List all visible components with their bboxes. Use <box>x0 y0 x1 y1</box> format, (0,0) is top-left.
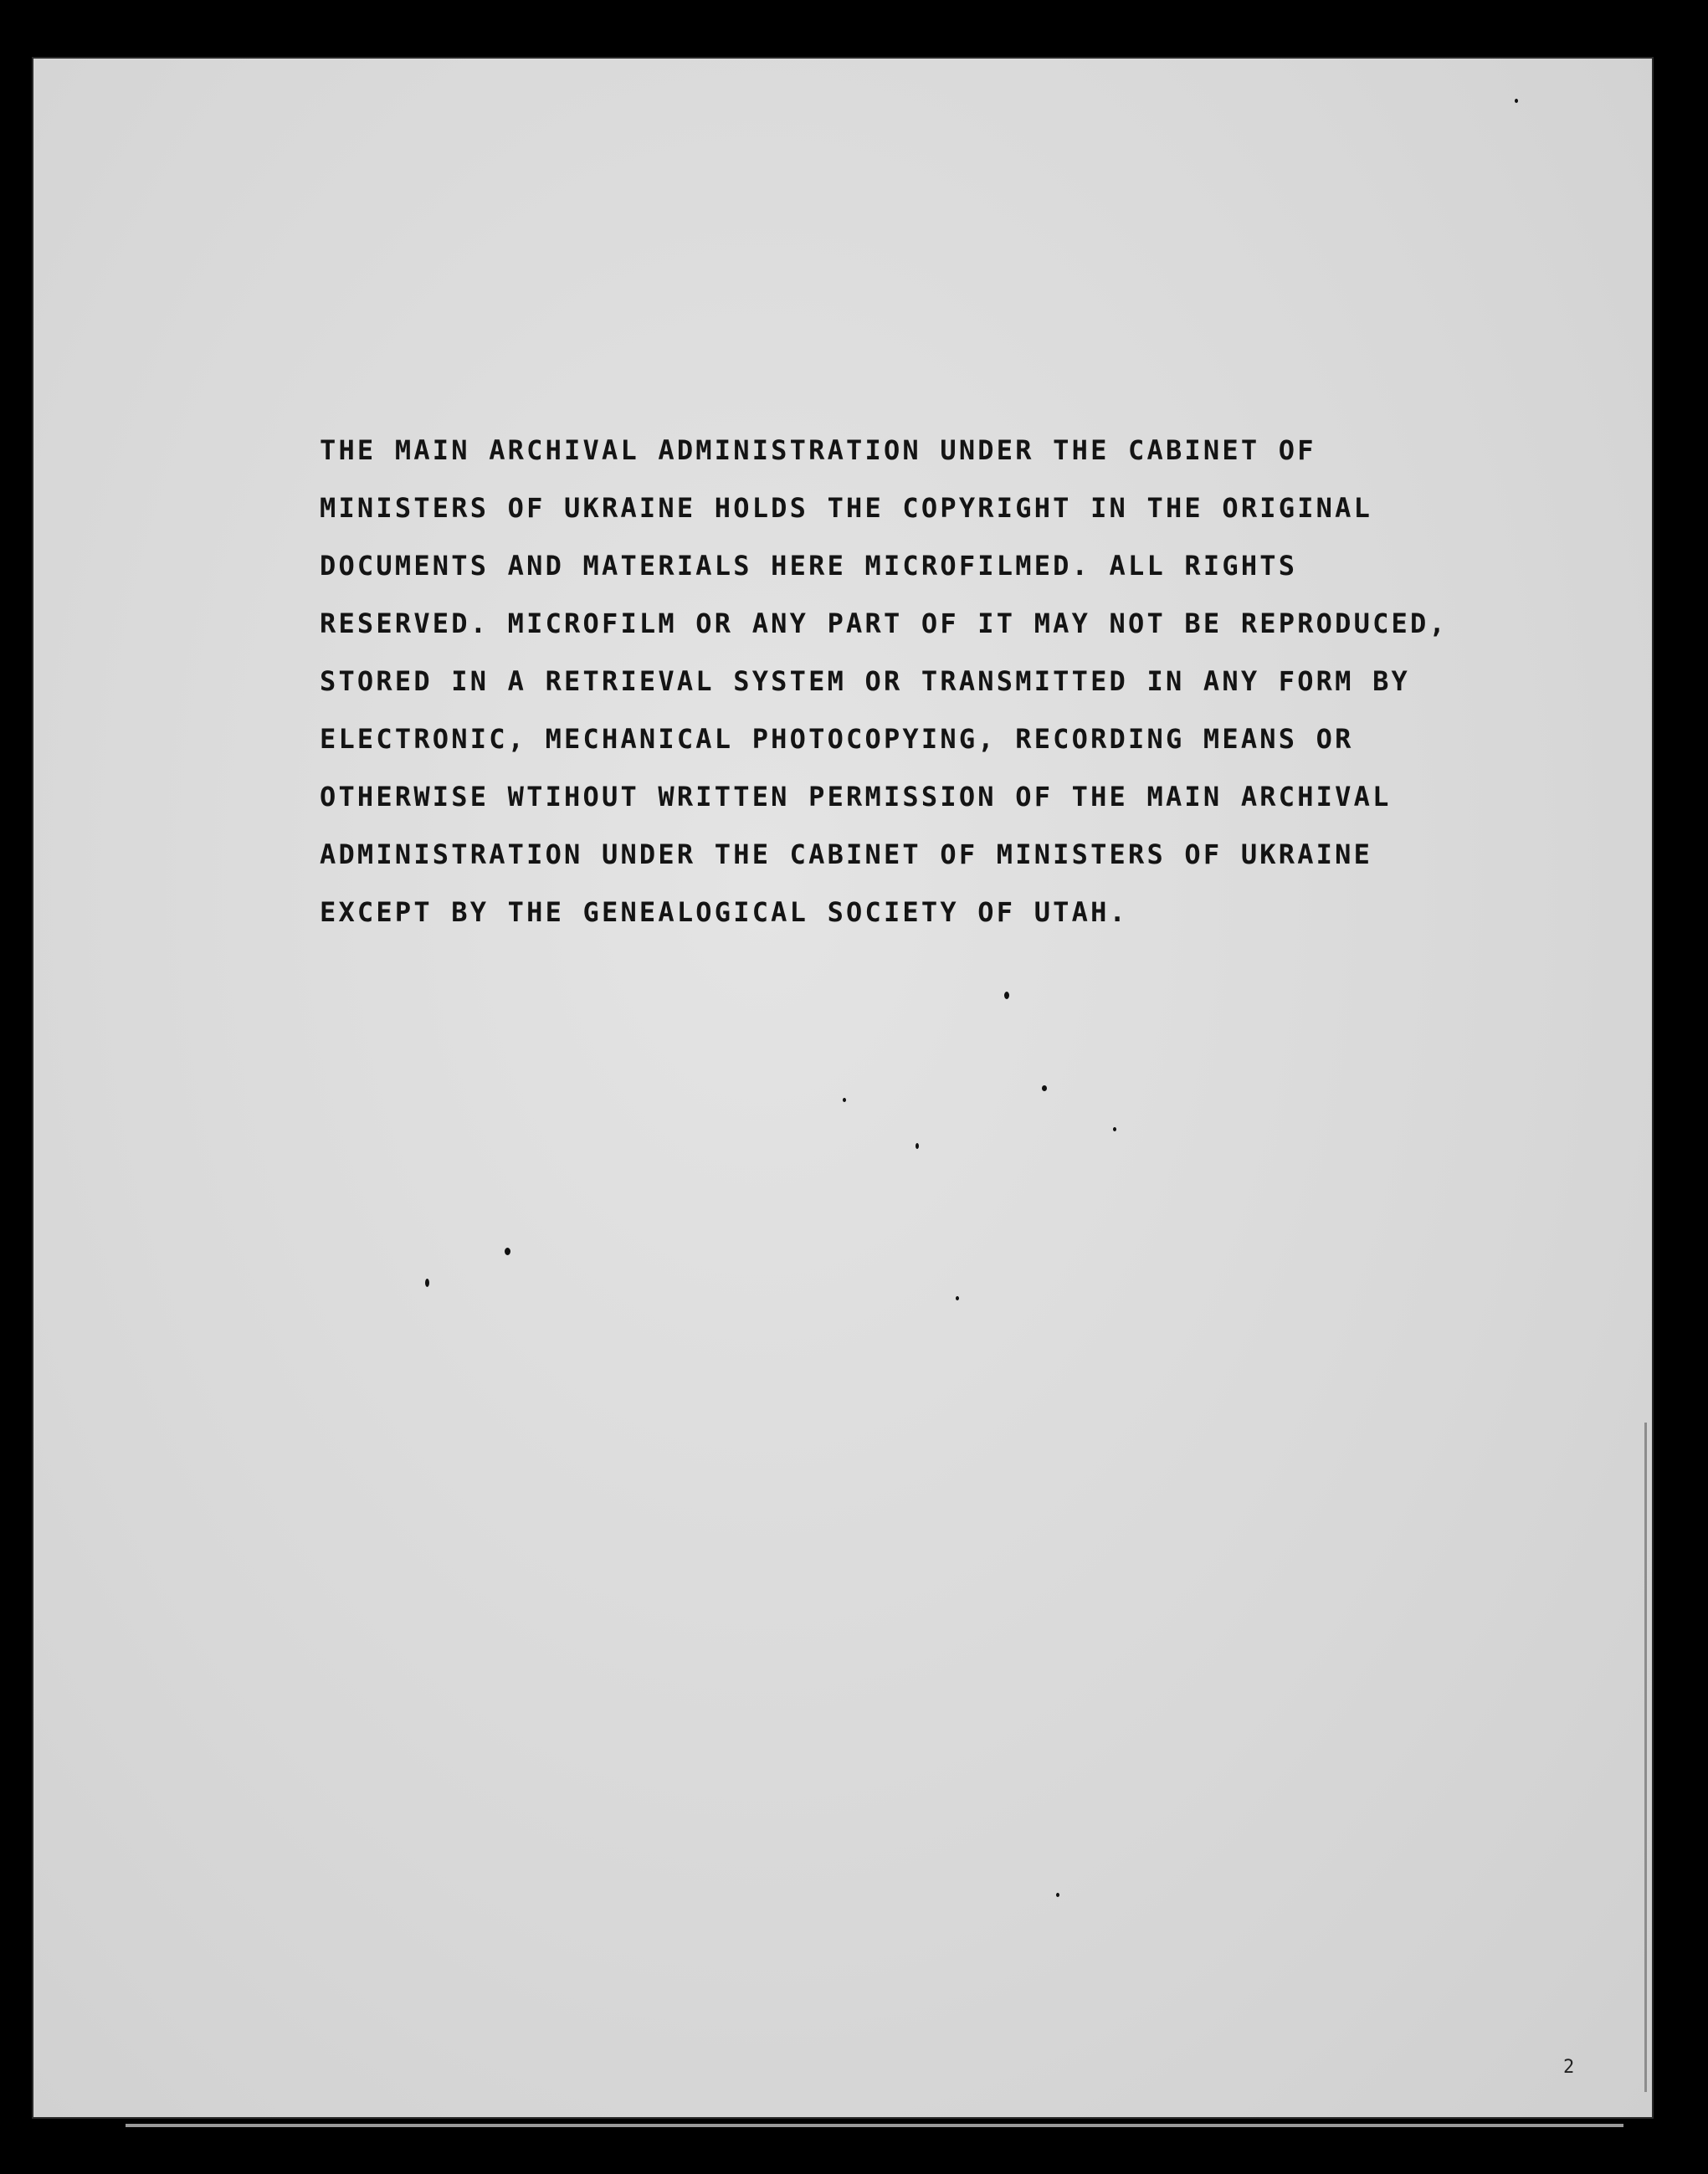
notice-line: DOCUMENTS AND MATERIALS HERE MICROFILMED. ALL RIGHTS <box>320 550 1298 582</box>
film-speck <box>505 1248 510 1255</box>
notice-line: STORED IN A RETRIEVAL SYSTEM OR TRANSMITTED IN ANY FORM BY <box>320 665 1411 697</box>
film-speck <box>956 1296 959 1300</box>
film-speck <box>1515 99 1518 103</box>
film-speck <box>1113 1127 1116 1131</box>
page-bottom-edge <box>126 2124 1623 2127</box>
film-speck <box>1042 1085 1047 1091</box>
document-page <box>33 59 1652 2117</box>
page-right-edge <box>1644 1423 1647 2092</box>
notice-line: ELECTRONIC, MECHANICAL PHOTOCOPYING, RECORDING MEANS OR <box>320 723 1354 755</box>
notice-line: THE MAIN ARCHIVAL ADMINISTRATION UNDER THE CABINET OF <box>320 434 1316 466</box>
notice-line: ADMINISTRATION UNDER THE CABINET OF MINISTERS OF UKRAINE <box>320 838 1373 870</box>
notice-line: MINISTERS OF UKRAINE HOLDS THE COPYRIGHT IN THE ORIGINAL <box>320 492 1373 524</box>
notice-line: OTHERWISE WTIHOUT WRITTEN PERMISSION OF THE MAIN ARCHIVAL <box>320 781 1392 813</box>
copyright-notice <box>320 422 1475 941</box>
film-speck <box>916 1143 919 1149</box>
film-speck <box>425 1279 429 1287</box>
notice-line: RESERVED. MICROFILM OR ANY PART OF IT MAY NOT BE REPRODUCED, <box>320 608 1448 639</box>
film-speck <box>843 1098 846 1102</box>
page-number: 2 <box>1563 2057 1575 2078</box>
film-speck <box>1056 1893 1059 1897</box>
notice-line: EXCEPT BY THE GENEALOGICAL SOCIETY OF UTAH. <box>320 896 1129 928</box>
film-speck <box>1004 992 1009 999</box>
